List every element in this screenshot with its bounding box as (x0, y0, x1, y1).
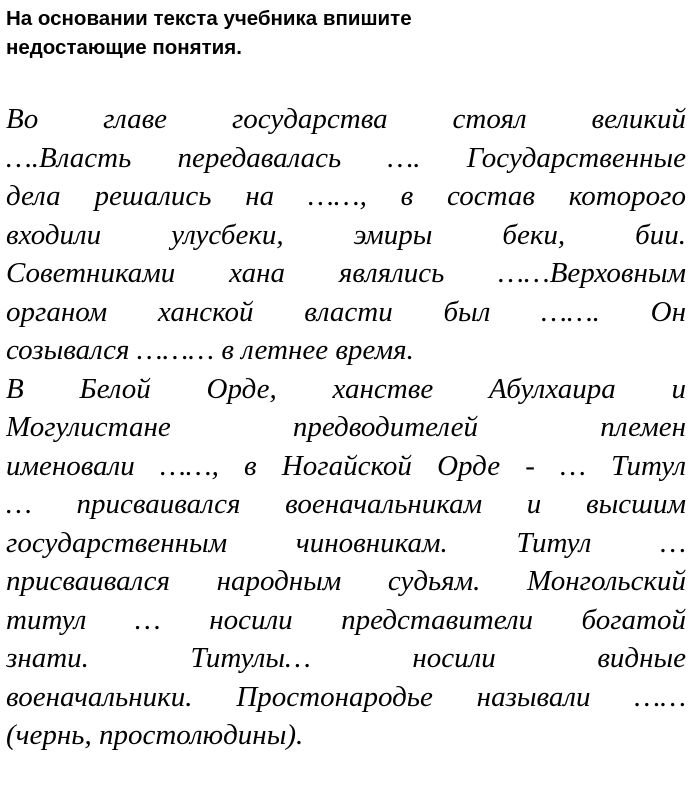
task-title-line-1: На основании текста учебника впишите (6, 7, 412, 30)
text-line-8: В Белой Орде, ханстве Абулхаира и (6, 372, 686, 405)
text-line-1: Во главе государства стоял великий (6, 103, 686, 135)
text-line-11: … присваивался военачальникам и высшим (6, 488, 686, 520)
text-line-3: дела решались на ……, в состав которого (6, 180, 686, 212)
text-line-14: титул … носили представители богатой (6, 603, 686, 636)
task-title (6, 4, 686, 62)
text-line-6: органом ханской власти был ……. Он (6, 295, 686, 328)
text-line-12: государственным чиновникам. Титул … (6, 526, 686, 559)
text-line-13: присваивался народным судьям. Монгольский (6, 565, 686, 597)
document-page (6, 4, 686, 755)
text-line-9: Могулистане предводителей племен (6, 411, 686, 443)
text-line-4: входили улусбеки, эмиры беки, бии. (6, 218, 686, 251)
text-line-5: Советниками хана являлись ……Верховным (6, 257, 686, 289)
text-line-7: созывался ……… в летнее время. (6, 334, 414, 366)
task-title-line-2: недостающие понятия. (6, 36, 242, 59)
text-line-10: именовали ……, в Ногайской Орде - … Титул (6, 449, 686, 482)
fill-in-text (6, 100, 686, 755)
text-line-15: знати. Титулы… носили видные (6, 642, 686, 674)
text-line-16: военачальники. Простонародье называли …… (6, 680, 686, 713)
text-line-17: (чернь, простолюдины). (6, 719, 304, 751)
paragraph-spacer (6, 62, 686, 100)
text-line-2: ….Власть передавалась …. Государственные (6, 141, 686, 174)
